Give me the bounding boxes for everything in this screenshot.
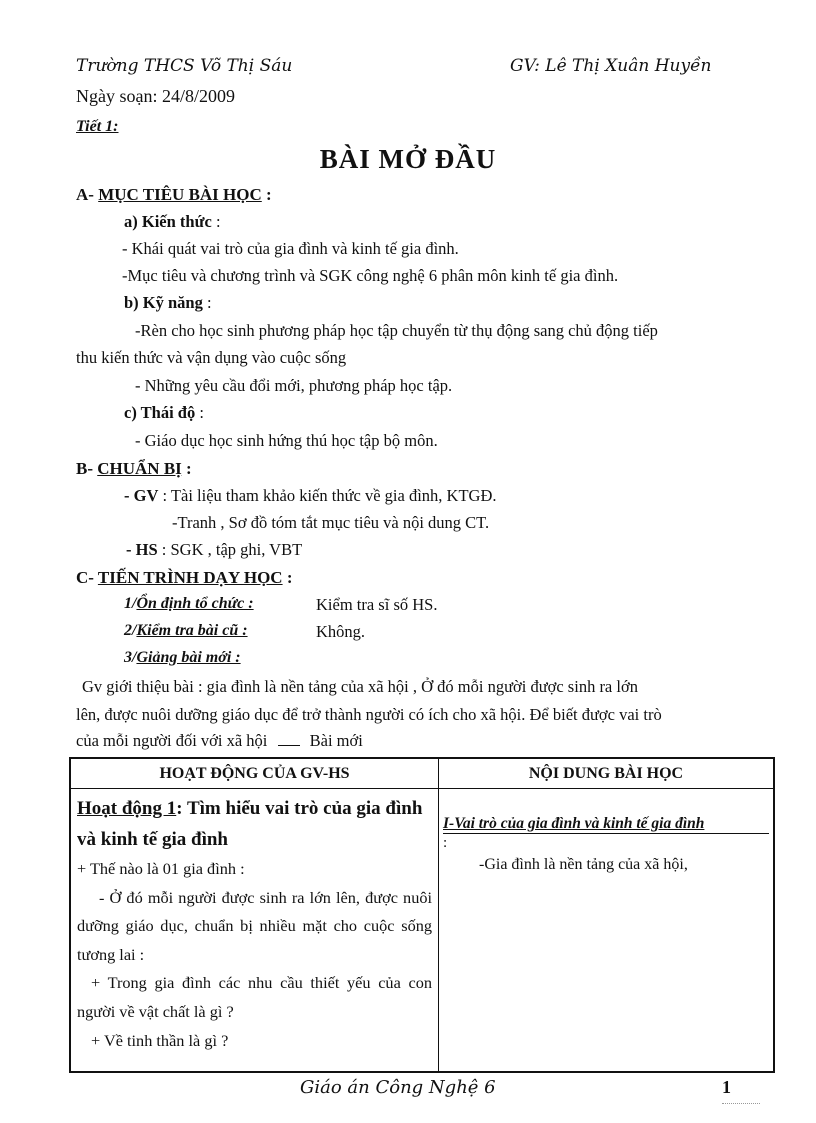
section-b-prefix: B- <box>76 459 93 478</box>
step-3 <box>124 649 241 667</box>
content-heading-colon: : <box>443 835 448 851</box>
hs-prefix: - <box>126 540 136 559</box>
skills-item-2: - Những yêu cầu đổi mới, phương pháp học tập. <box>135 376 453 395</box>
knowledge-item-2: -Mục tiêu và chương trình và SGK công nghệ 6 phân môn kinh tế gia đình. <box>122 266 619 285</box>
step-3-num: 3/ <box>124 649 137 666</box>
hs-text: : SGK , tập ghi, VBT <box>161 540 303 559</box>
intro-line-3 <box>76 731 363 751</box>
step-2-num: 2/ <box>124 622 137 639</box>
attitude-heading <box>124 403 204 423</box>
lesson-label: Tiết 1: <box>76 118 119 135</box>
hs-label: HS <box>135 540 158 559</box>
step-1-text: Kiểm tra sĩ số HS. <box>316 595 438 614</box>
lesson-table <box>69 757 775 1073</box>
table-header-row <box>70 758 774 789</box>
intro-line-3a: của mỗi người đối với xã hội <box>76 731 268 750</box>
left-line-1: + Thế nào là 01 gia đình : <box>77 859 245 878</box>
section-c-title: TIẾN TRÌNH DẠY HỌC <box>97 568 283 587</box>
section-c-colon: : <box>286 568 293 587</box>
knowledge-colon: : <box>215 212 221 231</box>
activity-title-rest: : Tìm hiểu vai trò của gia đình và kinh tế gia đình <box>77 798 423 850</box>
step-2 <box>124 622 248 640</box>
attitude-colon: : <box>199 403 204 422</box>
page-title: BÀI MỞ ĐẦU <box>319 144 497 174</box>
arrow-blank <box>278 745 300 746</box>
footer-dots <box>722 1103 760 1104</box>
content-cell <box>439 789 775 1073</box>
skills-colon: : <box>206 293 212 312</box>
section-c-heading <box>76 568 293 588</box>
section-a-colon: : <box>266 185 272 204</box>
section-a-prefix: A- <box>76 185 94 204</box>
page-number: 1 <box>722 1077 731 1097</box>
gv-prefix: - <box>124 486 134 505</box>
skills-heading <box>124 293 212 313</box>
section-b-heading <box>76 459 192 479</box>
table-row <box>70 789 774 1073</box>
header-school: Trường THCS Võ Thị Sáu <box>76 56 293 76</box>
col-left-header: HOẠT ĐỘNG CỦA GV-HS <box>70 758 439 789</box>
knowledge-item-1: - Khái quát vai trò của gia đình và kinh tế gia đình. <box>122 239 459 258</box>
hs-line <box>126 540 302 560</box>
gv-text: : Tài liệu tham khảo kiến thức về gia đình, KTGĐ. <box>162 486 497 505</box>
attitude-item-1: - Giáo dục học sinh hứng thú học tập bộ môn. <box>135 431 438 450</box>
section-c-prefix: C- <box>76 568 94 587</box>
activity-cell <box>70 789 439 1073</box>
gv-line <box>124 486 496 506</box>
footer-text: Giáo án Công Nghệ 6 <box>300 1077 496 1098</box>
step-1-num: 1/ <box>124 595 137 612</box>
section-a-title: MỤC TIÊU BÀI HỌC <box>98 185 262 204</box>
step-2-label: Kiểm tra bài cũ : <box>136 622 248 639</box>
gv-label: GV <box>133 486 159 505</box>
col-right-header: NỘI DUNG BÀI HỌC <box>439 758 775 789</box>
date-line: Ngày soạn: 24/8/2009 <box>76 86 235 106</box>
step-1 <box>124 595 254 613</box>
section-a-heading <box>76 185 272 205</box>
attitude-label: c) Thái độ <box>124 403 196 422</box>
skills-item-1a: -Rèn cho học sinh phương pháp học tập chuyển từ thụ động sang chủ động tiếp <box>135 321 658 340</box>
intro-line-2: lên, được nuôi dưỡng giáo dục để trở thành người có ích cho xã hội. Để biết được vai trò <box>76 705 662 724</box>
knowledge-label: a) Kiến thức <box>124 212 212 231</box>
step-2-text: Không. <box>316 622 366 641</box>
step-3-label: Giảng bài mới : <box>136 649 241 666</box>
content-heading-line <box>443 815 769 834</box>
knowledge-heading <box>124 212 221 232</box>
section-b-title: CHUẨN BỊ <box>97 459 182 478</box>
content-heading: I-Vai trò của gia đình và kinh tế gia đình <box>443 815 705 832</box>
step-1-label: Ổn định tổ chức : <box>136 595 254 612</box>
header-teacher: GV: Lê Thị Xuân Huyền <box>510 56 712 76</box>
activity-label: Hoạt động 1 <box>77 798 177 819</box>
skills-item-1b: thu kiến thức và vận dụng vào cuộc sống <box>76 348 347 367</box>
activity-title <box>77 793 432 855</box>
section-b-colon: : <box>186 459 192 478</box>
content-text: -Gia đình là nền tảng của xã hội, <box>479 856 688 873</box>
gv-line-2: -Tranh , Sơ đồ tóm tắt mục tiêu và nội dung CT. <box>172 513 490 532</box>
skills-label: b) Kỹ năng <box>124 293 203 312</box>
intro-line-1: Gv giới thiệu bài : gia đình là nền tảng của xã hội , Ở đó mỗi người được sinh ra lớn <box>82 677 638 696</box>
left-line-3: + Trong gia đình các nhu cầu thiết yếu của con người về vật chất là gì ? <box>77 973 432 1021</box>
left-line-2: - Ở đó mỗi người được sinh ra lớn lên, được nuôi dưỡng giáo dục, chuẩn bị nhiều mặt cho cuộc sống tương lai : <box>77 887 432 964</box>
intro-line-3b: Bài mới <box>309 731 363 750</box>
left-line-4: + Về tinh thần là gì ? <box>91 1030 229 1050</box>
